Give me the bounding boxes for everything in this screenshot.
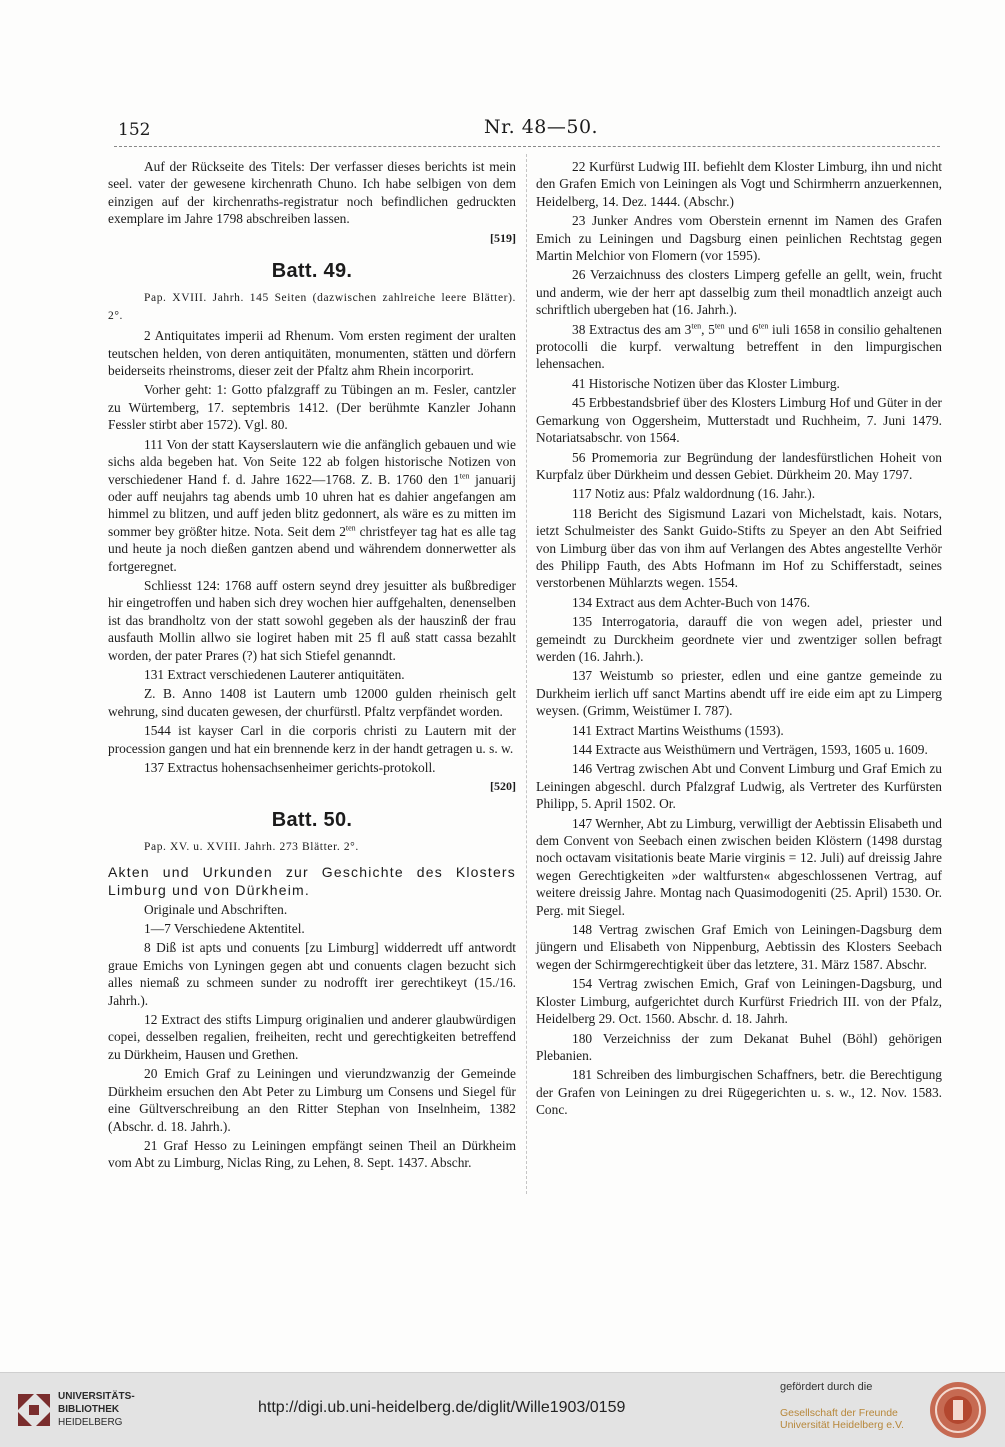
collection-heading: Akten und Urkunden zur Geschichte des Klosters Limburg und von Dürkheim. bbox=[108, 863, 516, 898]
entry-paragraph: 146 Vertrag zwischen Abt und Convent Limburg und Graf Emich zu Leiningen abgeschl. durch Pfalzgraf Ludwig, als Vertreter des Kurfürsten Philipp, 5. April 1502. Or. bbox=[536, 761, 942, 812]
sponsor-name-line1: Gesellschaft der Freunde bbox=[780, 1407, 898, 1419]
entry-paragraph: Z. B. Anno 1408 ist Lautern umb 12000 gulden rheinisch gelt wehrung, sind ducaten gewesen, der churfürstl. Pfaltz verpfändet worden. bbox=[108, 686, 516, 719]
entry-paragraph: 38 Extractus des am $3^{ten}$, $5^{ten}$ und $6^{ten}$ iuli 1658 in consilio gehaltenen protocolli die kurpf. verwaltung betreffent in den limpurgischen lehensachen. bbox=[536, 321, 942, 372]
entry-paragraph: 154 Vertrag zwischen Emich, Graf von Leiningen-Dagsburg, und Kloster Limburg, aufgerichtet durch Kurfürst Friedrich III. von der Pfalz, Heidelberg 29. Oct. 1560. Abschr. d. 18. Jahrh. bbox=[536, 976, 942, 1027]
entry-paragraph: 56 Promemoria zur Begründung der landesfürstlichen Hoheit von Kurpfalz über Dürkheim und dessen Gebiet. Dürkheim 20. May 1797. bbox=[536, 449, 942, 482]
entry-paragraph: 12 Extract des stifts Limpurg originalien und anderer glaubwürdigen copei, desselben regalien, freiheiten, recht und gerechtigkeiten betreffend zu Dürkheim, Hausen und Grethen. bbox=[108, 1012, 516, 1062]
entry-paragraph: 21 Graf Hesso zu Leiningen empfängt seinen Theil an Dürkheim vom Abt zu Limburg, Niclas Ring, zu Lehen, 8. Sept. 1437. Abschr. bbox=[108, 1137, 516, 1171]
university-seal-icon[interactable] bbox=[928, 1380, 988, 1440]
entry-paragraph: 20 Emich Graf zu Leiningen und vierundzwanzig der Gemeinde Dürkheim ersuchen den Abt Peter zu Limburg um Consens und Siegel für eine Gültverschreibung an den Ritter Stephan von Inselnheim, 1382 (Abschr. d. 18. Jahrh.). bbox=[108, 1066, 516, 1134]
entry-paragraph: 22 Kurfürst Ludwig III. befiehlt dem Kloster Limburg, ihn und nicht den Grafen Emich von Leiningen als Vogt und Schirmherrn anzuerkennen, Heidelberg, 14. Dez. 1444. (Abschr.) bbox=[536, 159, 942, 209]
page-number: 152 bbox=[118, 120, 151, 140]
entry-paragraph: 45 Erbbestandsbrief über des Klosters Limburg Hof und Güter in der Gemarkung von Oggersheim, Mutterstadt und Ruchheim, 7. Juni 1479. Notariatsabschr. von 1564. bbox=[536, 395, 942, 446]
sponsor-block[interactable] bbox=[780, 1381, 930, 1431]
page-title: Nr. 48—50. bbox=[484, 116, 599, 138]
entry-paragraph: 147 Wernher, Abt zu Limburg, verwilligt der Aebtissin Elisabeth und dem Convent von Seebach einen zwischen beiden Klöstern (1498 durstag noch octavam visitationis beate Marie virginis = 12. Juli) auf dreissig Jahre wegen Gerechtigkeiten »der waltfursten« abgeschlossenen Vertrag, auf weitere dreissig Jahre. Montag nach Quasimodogeniti (25. April) 1530. Or. Perg. mit Siegel. bbox=[536, 815, 942, 918]
entry-paragraph: 1544 ist kayser Carl in die corporis christi zu Lautern mit der procession gangen und hat ein brennende kerz in der handt getragen u. s. w. bbox=[108, 723, 516, 756]
entry-paragraph: 181 Schreiben des limburgischen Schaffners, betr. die Berechtigung der Grafen von Leiningen zu drei Rügegerichten u. s. w., 12. Nov. 1583. Conc. bbox=[536, 1067, 942, 1118]
entry-paragraph: Originale und Abschriften. bbox=[144, 901, 288, 917]
sponsor-name-line2: Universität Heidelberg e.V. bbox=[780, 1419, 904, 1431]
viewer-footer bbox=[0, 1372, 1005, 1447]
entry-paragraph: 118 Bericht des Sigismund Lazari von Michelstadt, kais. Notars, ietzt Schulmeister des Sankt Guido-Stifts zu Speyer an den Abt Seifried von Limburg über das von ihm auf Verlangen des Abtes angestellte Verhör des Philipp Fauth, des Abts Hofmann im Hof zu Schifferstadt, seines verstorbenen Mühlarzts wegen. 1554. bbox=[536, 505, 942, 591]
header-rule bbox=[114, 146, 940, 147]
entry-paragraph: 137 Weistumb so priester, edlen und eine gantze gemeinde zu Durkheim ierlich uff sanct Martins abendt uff ire eide eim apt zu Limperg weysen. (Grimm, Weistümer I. 787). bbox=[536, 668, 942, 719]
section-heading-batt-49: Batt. 49. bbox=[271, 260, 353, 283]
right-column bbox=[536, 158, 942, 1121]
left-column bbox=[108, 158, 516, 1174]
signature-mark: [519] bbox=[490, 230, 516, 245]
entry-paragraph: 8 Diß ist apts und conuents [zu Limburg] widderredt uff antwordt graue Emichs von Lyningen gegen abt und conuents clagen bezucht sich alles niemaß zu schmeen sunder zu nodrofft irer gerechtikeyt (15./16. Jahrh.). bbox=[108, 940, 516, 1008]
entry-paragraph: Schliesst 124: 1768 auff ostern seynd drey jesuitter als bußbrediger hir eingetroffen und haben sich drey wochen hier auffgehalten, denenselben ist das brandholtz von der statt sowohl gegeben als der hauszinß der frau ausfauth Mollin allwo sie logiret haben mit 25 fl auß statt cassa bezahlt worden, der pater Prares (?) hat sich Stiefel genanndt. bbox=[108, 577, 516, 663]
entry-paragraph: 41 Historische Notizen über das Kloster Limburg. bbox=[572, 375, 840, 391]
intro-paragraph: Auf der Rückseite des Titels: Der verfasser dieses berichts ist mein seel. vater der gewesene kirchenrath Chuno. Ich habe selbigen von dem einzigen auf der kirchenraths-registratur noch befindlichen gedruckten exemplare im Jahre 1798 abschreiben lassen. bbox=[108, 159, 516, 227]
library-name: UNIVERSITÄTS- BIBLIOTHEK HEIDELBERG bbox=[58, 1391, 135, 1428]
entry-paragraph: 134 Extract aus dem Achter-Buch von 1476. bbox=[572, 594, 811, 610]
section-heading-batt-50: Batt. 50. bbox=[271, 808, 353, 831]
sponsor-label: gefördert durch die bbox=[780, 1381, 873, 1393]
entry-paragraph: 137 Extractus hohensachsenheimer gerichts-protokoll. bbox=[144, 760, 436, 775]
library-logo-icon[interactable] bbox=[14, 1390, 54, 1430]
entry-paragraph: 131 Extract verschiedenen Lauterer antiquitäten. bbox=[144, 666, 405, 682]
entry-paragraph: 2 Antiquitates imperii ad Rhenum. Vom ersten regiment der uralten teutschen helden, von deren antiquitäten, monumenten, stätten und dörfern beiderseits rheinstroms, dieser zeit der Pfaltz ahm Rhein incorporirt. bbox=[108, 328, 516, 379]
entry-paragraph: 144 Extracte aus Weisthümern und Verträgen, 1593, 1605 u. 1609. bbox=[572, 742, 928, 757]
section-meta: Pap. XV. u. XVIII. Jahrh. 273 Blätter. 2°. bbox=[144, 841, 359, 854]
permalink-url[interactable]: http://digi.ub.uni-heidelberg.de/diglit/Wille1903/0159 bbox=[258, 1399, 626, 1416]
entry-paragraph: 141 Extract Martins Weisthums (1593). bbox=[572, 722, 784, 738]
page-header bbox=[114, 116, 884, 142]
signature-mark: [520] bbox=[490, 779, 516, 794]
entry-paragraph: 135 Interrogatoria, darauff die von wegen adel, priester und gemeindt zu Durckheim geordnete vier und zwentziger sollen befragt werden (16. Jahrh.). bbox=[536, 614, 942, 664]
entry-paragraph: 117 Notiz aus: Pfalz waldordnung (16. Jahr.). bbox=[572, 486, 816, 502]
entry-paragraph: 111 Von der statt Kayserslautern wie die anfänglich gebauen und wie sichs alda begeben hat. Von Seite 122 ab folgen historische Notizen von verschiedener Hand f. d. Jahre 1622—1768. Z. B. 1760 den $1^{ten}$ januarij oder auff neujahrs tag abends umb 10 uhren hat es dahier angefangen am himmel zu blitzen, und auff jeden blitz gedonnert, als wäre es zu mitten im sommer bey größter hitze. Nota. Seit dem $2^{ten}$ christfeyer tag hat es alle tag und heute ja noch dießen gantzen abend und währendem donnerwetter als fortgeregnet. bbox=[108, 436, 517, 574]
entry-paragraph: 23 Junker Andres vom Oberstein ernennt im Namen des Grafen Emich zu Leiningen und Dagsburg einen peinlichen Rechtstag gegen Martin Melchior von Flomern (vor 1595). bbox=[536, 213, 942, 264]
column-divider bbox=[526, 154, 527, 1194]
entry-paragraph: 148 Vertrag zwischen Graf Emich von Leiningen-Dagsburg dem jüngern und Elisabeth von Nippenburg, Aebtissin des Klosters Seebach wegen der Schirmgerechtigkeit über das letztere, 31. März 1587. Abschr. bbox=[536, 922, 942, 972]
entry-paragraph: 26 Verzaichnuss des closters Limperg gefelle an gellt, wein, frucht und anderm, wie der herr apt dasselbig zum theil monadtlich anzeigt auch schriftlich ubergeben hat (16. Jahrh.). bbox=[536, 267, 942, 318]
entry-paragraph: 180 Verzeichniss der zum Dekanat Buhel (Böhl) gehörigen Plebanien. bbox=[536, 1030, 942, 1063]
entry-paragraph: 1—7 Verschiedene Aktentitel. bbox=[144, 921, 305, 937]
entry-paragraph: Vorher geht: 1: Gotto pfalzgraff zu Tübingen an m. Fesler, cantzler zu Würtemberg, 17. septembris 1412. (Der berühmte Kanzler Johann Fessler stirbt aber 1572). Vgl. 80. bbox=[108, 382, 516, 433]
section-meta: Pap. XVIII. Jahrh. 145 Seiten (dazwischen zahlreiche leere Blätter). 2°. bbox=[108, 292, 516, 322]
